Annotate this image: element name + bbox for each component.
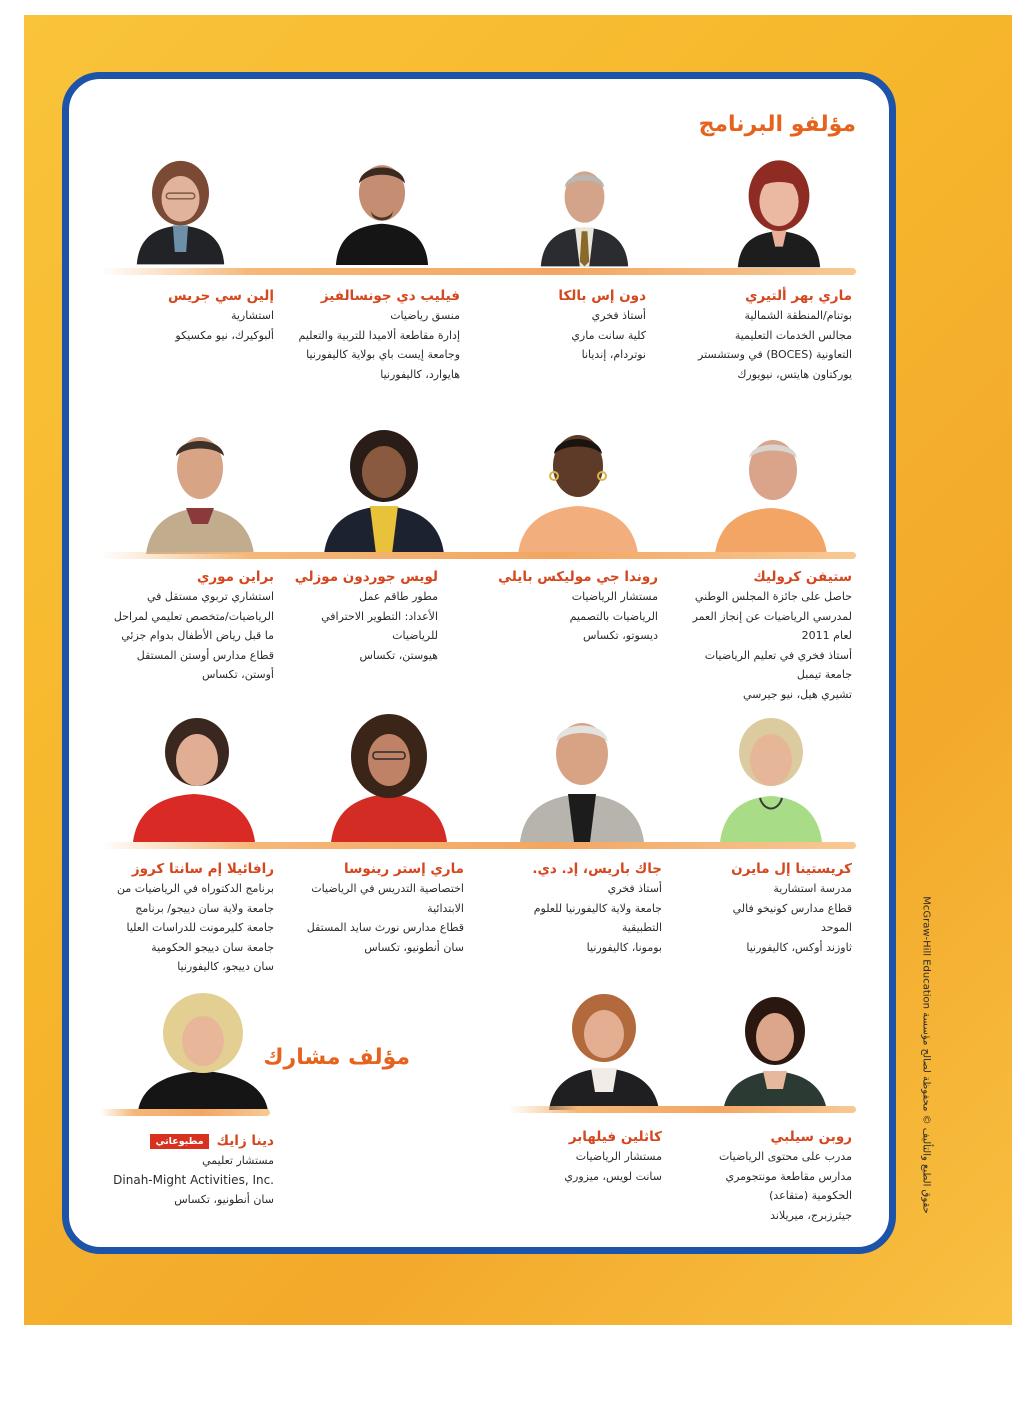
author-photo [129, 702, 259, 842]
author-detail: التطبيقية [621, 921, 662, 934]
author-photo [334, 142, 430, 268]
author-bio [307, 860, 464, 957]
author-detail: قطاع مدارس كونيخو فالي [732, 901, 852, 915]
author-bio [295, 568, 438, 665]
publisher-badge: مطبوعاتي [150, 1134, 208, 1149]
author-detail: أستاذ فخري [591, 309, 646, 322]
section-heading-authors: مؤلفو البرنامج [698, 112, 856, 137]
author-detail: كلية سانت ماري [571, 328, 646, 342]
author-name: براين موري [197, 569, 274, 585]
author-detail: الرياضيات بالتصميم [569, 609, 658, 623]
author-bio [719, 1128, 852, 1225]
author-detail: وجامعة إيست باي بولاية كاليفورنيا [306, 348, 460, 361]
divider-rule [100, 842, 856, 849]
author-detail: تشيري هيل، نيو جيرسي [742, 687, 852, 701]
author-photo [320, 412, 448, 554]
author-detail: الموحد [820, 921, 852, 934]
author-detail: قطاع مدارس أوستن المستقل [136, 648, 274, 662]
author-bio [168, 287, 274, 345]
author-photo [711, 412, 831, 554]
author-detail: استشارية [230, 309, 274, 322]
author-detail: بوتنام/المنطقة الشمالية [744, 309, 852, 322]
author-name: روبن سيلبي [770, 1129, 852, 1145]
author-detail: جامعة ولاية كاليفورنيا للعلوم [533, 901, 662, 915]
author-photo [719, 985, 831, 1111]
author-detail: الأعداد: التطوير الاحترافي [321, 609, 438, 623]
author-bio [731, 860, 852, 957]
author-bio [117, 860, 274, 977]
author-bio [532, 860, 662, 957]
author-detail: مستشار الرياضيات [575, 1150, 662, 1163]
author-photo [545, 982, 663, 1110]
author-name: كاثلين فيلهابر [568, 1129, 662, 1145]
author-bio [299, 287, 461, 384]
author-detail: ثاوزند أوكس، كاليفورنيا [746, 940, 852, 954]
author-detail: مدرسة استشارية [773, 882, 852, 895]
author-detail: قطاع مدارس نورث سايد المستقل [306, 921, 464, 934]
author-detail: لعام 2011 [801, 629, 852, 642]
author-photo [716, 702, 826, 842]
author-detail: منسق رياضيات [390, 309, 460, 322]
divider-rule [100, 268, 856, 275]
author-detail: للرياضيات [392, 629, 438, 642]
author-name: ماري إستر رينوسا [344, 861, 464, 877]
author-detail: ألبوكيرك، نيو مكسيكو [175, 328, 274, 342]
contributor-detail: مستشار تعليمي [202, 1154, 274, 1167]
contributor-detail: Dinah-Might Activities, Inc. [113, 1172, 274, 1187]
author-detail: سانت لويس، ميزوري [564, 1169, 662, 1183]
author-detail: مطور طاقم عمل [359, 590, 438, 603]
author-detail: جامعة تيمبل [796, 668, 852, 681]
author-detail: هيوستن، تكساس [359, 648, 438, 662]
author-detail: يوركتاون هايتس، نيويورك [737, 367, 852, 381]
author-detail: أوستن، تكساس [201, 668, 274, 681]
author-name: لويس جوردون موزلي [294, 569, 438, 585]
author-name: كريستينا إل مايرن [731, 861, 852, 877]
author-bio [693, 568, 852, 704]
author-detail: أستاذ فخري في تعليم الرياضيات [704, 648, 852, 662]
author-photo [730, 143, 828, 269]
author-detail: مدارس مقاطعة مونتجومري [725, 1169, 852, 1183]
divider-rule [100, 1109, 270, 1116]
author-detail: سان دييجو، كاليفورنيا [177, 960, 274, 973]
author-name: جاك باريس، إد. دي. [532, 861, 662, 877]
author-detail: برنامج الدكتوراه في الرياضيات من [116, 882, 274, 895]
author-photo [537, 145, 632, 269]
author-detail: هايوارد، كاليفورنيا [380, 367, 460, 381]
author-detail: جامعة كليرمونت للدراسات العليا [126, 921, 274, 934]
author-detail: لمدرسي الرياضيات عن إنجاز العمر [692, 609, 852, 623]
author-detail: أستاذ فخري [607, 882, 662, 895]
contributor-photo [134, 985, 272, 1111]
author-bio [564, 1128, 662, 1186]
author-name: رافائيلا إم سانتا كروز [131, 861, 274, 877]
contributor-name: دينا زايك [216, 1133, 274, 1149]
author-detail: ما قبل رياض الأطفال بدوام جزئي [121, 629, 274, 642]
author-detail: جيثرزبرج، ميريلاند [770, 1208, 852, 1222]
author-detail: الحكومية (متقاعد) [769, 1189, 852, 1202]
contributor-bio [113, 1132, 274, 1210]
author-detail: سان أنطونيو، تكساس [364, 940, 464, 954]
author-photo [512, 412, 645, 554]
divider-rule [100, 552, 856, 559]
contributor-detail: سان أنطونيو، تكساس [174, 1193, 274, 1206]
author-photo [133, 142, 228, 268]
author-detail: نوتردام، إنديانا [581, 348, 646, 361]
author-detail: الابتدائية [427, 901, 464, 915]
author-bio [698, 287, 852, 384]
author-bio [114, 568, 274, 685]
author-photo [518, 702, 646, 842]
author-detail: اختصاصية التدريس في الرياضيات [311, 882, 464, 895]
copyright-note: حقوق الطبع والتأليف © محفوظة لصالح مؤسسة McGraw-Hill Education [920, 896, 932, 1214]
divider-rule [508, 1106, 856, 1113]
author-name: إلين سي جريس [168, 288, 274, 304]
author-detail: استشاري تربوي مستقل في [147, 590, 274, 603]
author-detail: الرياضيات/متخصص تعليمي لمراحل [113, 609, 274, 623]
author-name: دون إس بالكا [558, 288, 646, 304]
author-detail: إدارة مقاطعة ألاميدا للتربية والتعليم [298, 328, 460, 342]
author-detail: ديسوتو، تكساس [583, 629, 658, 642]
author-bio [498, 568, 658, 646]
author-detail: مستشار الرياضيات [571, 590, 658, 603]
author-photo [327, 702, 450, 842]
author-photo [142, 412, 259, 554]
author-name: ستيفن كروليك [753, 569, 852, 585]
author-detail: مدرب على محتوى الرياضيات [718, 1150, 852, 1163]
author-detail: حاصل على جائزة المجلس الوطني [694, 590, 852, 603]
author-detail: مجالس الخدمات التعليمية [734, 328, 852, 342]
author-detail: جامعة سان دييجو الحكومية [151, 940, 274, 954]
author-name: روندا جي موليكس بايلي [498, 569, 658, 585]
author-name: ماري بهر ألتيري [745, 288, 852, 304]
author-detail: التعاونية (BOCES) في وستشستر [698, 348, 852, 361]
author-detail: بومونا، كاليفورنيا [586, 940, 662, 954]
author-detail: جامعة ولاية سان دييجو/ برنامج [135, 901, 274, 915]
author-name: فيليب دي جونسالفيز [320, 288, 460, 304]
section-heading-contributing: مؤلف مشارك [263, 1045, 410, 1070]
author-bio [558, 287, 646, 365]
